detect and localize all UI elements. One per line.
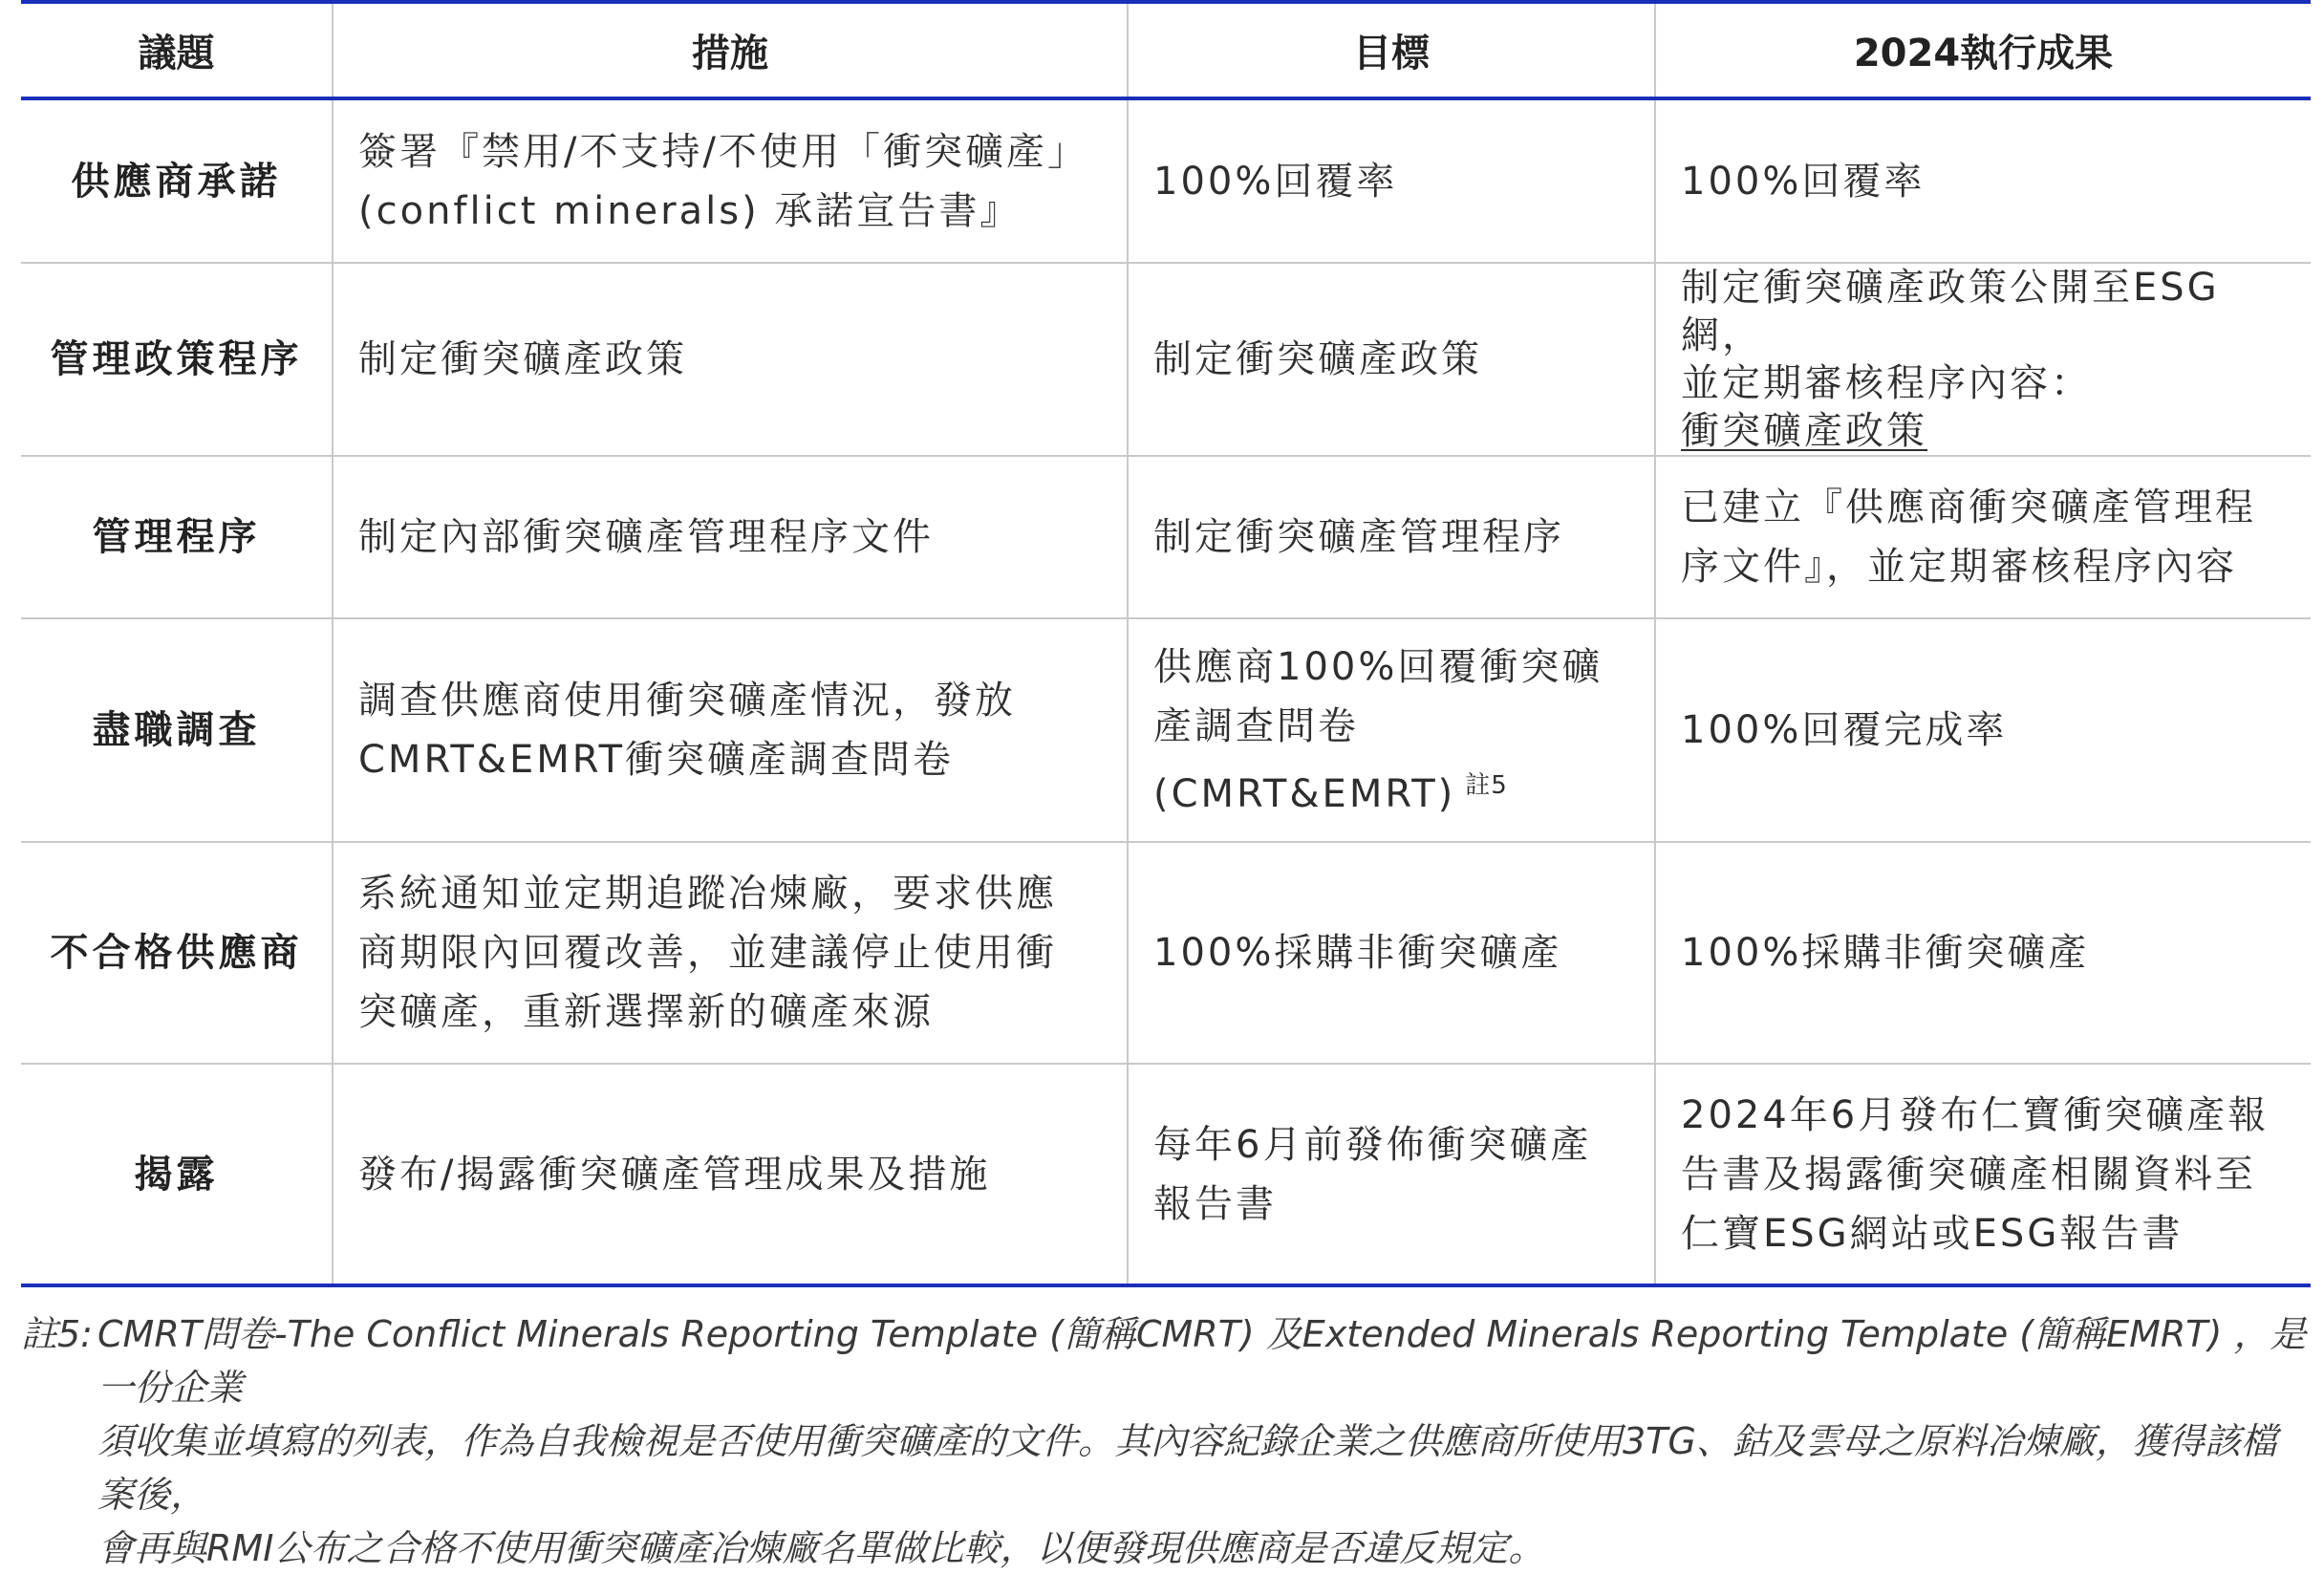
result-line: 序文件』，並定期審核程序內容: [1681, 545, 2237, 589]
measure-cell: [333, 98, 1128, 263]
footnote-label: 註5:: [21, 1313, 93, 1355]
result-cell: [1655, 842, 2311, 1064]
result-cell: [1655, 1064, 2311, 1285]
target-line: 報告書: [1153, 1181, 1277, 1226]
target-cell: [1128, 263, 1655, 456]
result-cell: [1655, 456, 2311, 618]
target-line: 制定衝突礦產管理程序: [1153, 515, 1564, 559]
result-line: 並定期審核程序內容：: [1681, 361, 2092, 405]
footnote-line: 會再與RMI公布之合格不使用衝突礦產冶煉廠名單做比較，以便發現供應商是否違反規定。: [97, 1527, 1545, 1569]
footnote-reference: 註5: [1465, 770, 1508, 800]
issue-cell: 不合格供應商: [21, 842, 333, 1064]
result-line: 告書及揭露衝突礦產相關資料至: [1681, 1152, 2256, 1197]
result-cell: [1655, 618, 2311, 842]
conflict-minerals-table: [21, 0, 2311, 1287]
measure-line: 調查供應商使用衝突礦產情況，發放: [358, 679, 1016, 723]
header-result: 2024執行成果: [1655, 2, 2311, 98]
table-row: [21, 842, 2311, 1064]
measure-cell: [333, 263, 1128, 456]
target-cell: [1128, 618, 1655, 842]
target-cell: [1128, 1064, 1655, 1285]
measure-line: 簽署『禁用/不支持/不使用「衝突礦產」: [358, 129, 1088, 174]
table-row: [21, 98, 2311, 263]
measure-line: 制定內部衝突礦產管理程序文件: [358, 515, 934, 559]
measure-line: CMRT&EMRT衝突礦產調查問卷: [358, 738, 955, 782]
target-line: 制定衝突礦產政策: [1153, 337, 1482, 381]
header-measure: 措施: [333, 2, 1128, 98]
result-line: 已建立『供應商衝突礦產管理程: [1681, 485, 2256, 529]
measure-cell: [333, 842, 1128, 1064]
table-row: [21, 456, 2311, 618]
conflict-minerals-policy-link[interactable]: 衝突礦產政策: [1681, 409, 1927, 453]
measure-cell: [333, 1064, 1128, 1285]
table-row: [21, 263, 2311, 456]
result-line: 100%回覆率: [1681, 159, 1926, 204]
header-issue: 議題: [21, 2, 333, 98]
target-line: 產調查問卷: [1153, 703, 1359, 748]
header-target: 目標: [1128, 2, 1655, 98]
issue-cell: 供應商承諾: [21, 98, 333, 263]
target-line: (CMRT&EMRT): [1153, 771, 1456, 816]
result-line: 100%採購非衝突礦產: [1681, 931, 2090, 975]
target-line: 每年6月前發佈衝突礦產: [1153, 1122, 1592, 1167]
target-line: 100%回覆率: [1153, 159, 1398, 204]
issue-cell: 盡職調查: [21, 618, 333, 842]
result-line: 制定衝突礦產政策公開至ESG網，: [1681, 266, 2220, 357]
measure-cell: [333, 456, 1128, 618]
conflict-minerals-table-wrapper: [21, 0, 2311, 1287]
target-line: 100%採購非衝突礦產: [1153, 931, 1562, 975]
measure-cell: [333, 618, 1128, 842]
table-row: [21, 1064, 2311, 1285]
target-line: 供應商100%回覆衝突礦: [1153, 644, 1603, 689]
measure-line: 制定衝突礦產政策: [358, 337, 687, 381]
measure-line: (conflict minerals) 承諾宣告書』: [358, 188, 1022, 233]
measure-line: 系統通知並定期追蹤冶煉廠，要求供應: [358, 872, 1057, 916]
target-cell: [1128, 456, 1655, 618]
footnote-line: 須收集並填寫的列表，作為自我檢視是否使用衝突礦產的文件。其內容紀錄企業之供應商所使用3TG、鈷及雲母之原料冶煉廠，獲得該檔案後，: [97, 1420, 2277, 1516]
measure-line: 發布/揭露衝突礦產管理成果及措施: [358, 1152, 991, 1197]
result-cell: [1655, 263, 2311, 456]
footnote-line: CMRT問卷-The Conflict Minerals Reporting Template (簡稱CMRT) 及Extended Minerals Reporting Template (簡稱EMRT) ，是一份企業: [97, 1313, 2307, 1409]
issue-cell: 管理政策程序: [21, 263, 333, 456]
result-line: 仁寶ESG網站或ESG報告書: [1681, 1211, 2184, 1256]
measure-line: 突礦產，重新選擇新的礦產來源: [358, 990, 934, 1034]
result-line: 2024年6月發布仁寶衝突礦產報: [1681, 1092, 2270, 1137]
result-line: 100%回覆完成率: [1681, 708, 2008, 752]
issue-cell: 揭露: [21, 1064, 333, 1285]
footnote: [21, 1307, 2311, 1575]
result-cell: [1655, 98, 2311, 263]
table-header-row: [21, 2, 2311, 98]
table-row: [21, 618, 2311, 842]
target-cell: [1128, 842, 1655, 1064]
target-cell: [1128, 98, 1655, 263]
measure-line: 商期限內回覆改善，並建議停止使用衝: [358, 931, 1057, 975]
issue-cell: 管理程序: [21, 456, 333, 618]
